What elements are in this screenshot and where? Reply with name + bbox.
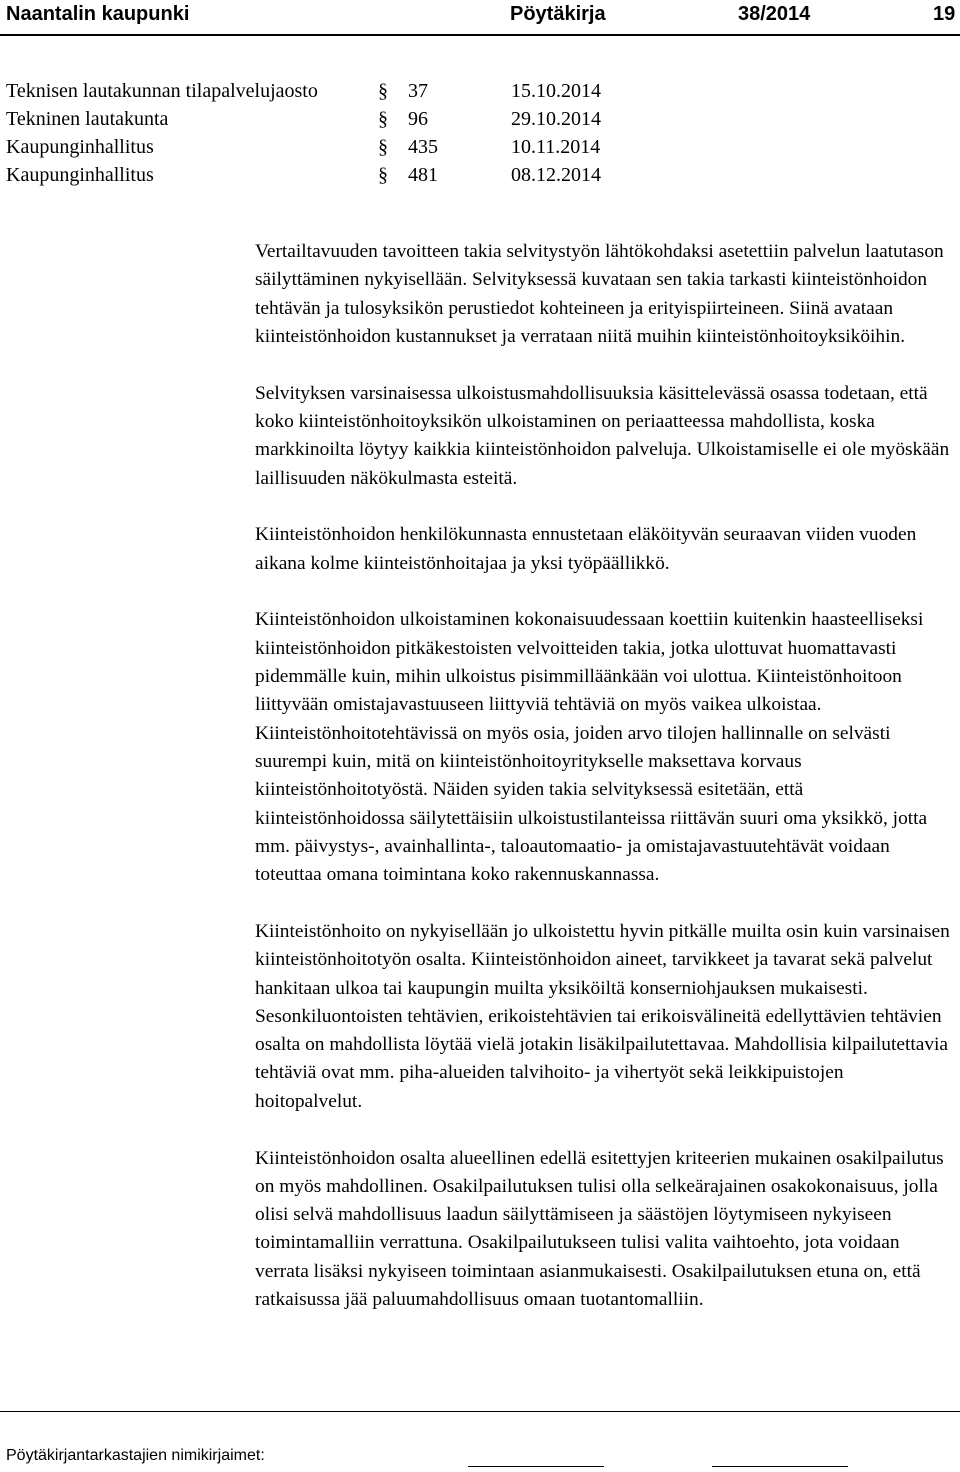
meeting-body: Kaupunginhallitus <box>6 164 154 186</box>
page-header <box>0 0 960 30</box>
meeting-references <box>6 80 646 192</box>
header-divider <box>0 34 960 36</box>
meeting-row <box>6 108 646 136</box>
meeting-body: Teknisen lautakunnan tilapalvelujaosto <box>6 80 318 102</box>
section-sign: § <box>378 108 388 130</box>
meeting-date: 08.12.2014 <box>511 164 601 186</box>
section-sign: § <box>378 80 388 102</box>
page-number: 19 <box>933 3 956 25</box>
paragraph: Kiinteistönhoidon henkilökunnasta ennustetaan eläköityvän seuraavan viiden vuoden aikana kolme kiinteistönhoitajaa ja yksi työpäällikkö. <box>255 524 917 574</box>
doc-number: 38/2014 <box>738 3 811 25</box>
doc-type: Pöytäkirja <box>510 3 606 25</box>
paragraph: Kiinteistönhoito on nykyisellään jo ulkoistettu hyvin pitkälle muilta osin kuin varsinaisen kiinteistönhoitotyön osalta. Kiinteistönhoidon aineet, tarvikkeet ja tavarat sekä palvelut hankitaan ulkoa tai kaupungin muilta yksiköiltä konserniohjauksen mukaisesti. Sesonkiluontoisten tehtävien, erikoistehtävien tai erikoisvälineitä edellyttävien tehtävien osalta on mahdollista löytää vielä jotakin lisäkilpailutettavaa. Mahdollisia kilpailutettavia tehtäviä ovat mm. piha-alueiden talvihoito- ja vihertyöt sekä leikkipuistojen hoitopalvelut. <box>255 920 950 1112</box>
meeting-row <box>6 136 646 164</box>
minutes-body <box>255 238 955 1343</box>
meeting-date: 10.11.2014 <box>511 136 601 158</box>
section-number: 435 <box>408 136 438 158</box>
paragraph: Vertailtavuuden tavoitteen takia selvitystyön lähtökohdaksi asetettiin palvelun laatutason säilyttäminen nykyisellään. Selvityksessä kuvataan sen takia tarkasti kiinteistönhoidon tehtävän ja tulosyksikön perustiedot kohteineen ja erityispiirteineen. Siinä avataan kiinteistönhoidon kustannukset ja verrataan niitä muihin kiinteistönhoitoyksiköihin. <box>255 241 944 347</box>
signature-line <box>712 1466 848 1467</box>
signature-line <box>468 1466 604 1467</box>
meeting-date: 15.10.2014 <box>511 80 601 102</box>
footer-divider <box>0 1411 960 1412</box>
meeting-row <box>6 164 646 192</box>
paragraph: Selvityksen varsinaisessa ulkoistusmahdollisuuksia käsittelevässä osassa todetaan, että koko kiinteistönhoitoyksikön ulkoistaminen on periaatteessa mahdollista, koska markkinoilta löytyy kaikkia kiinteistönhoidon palveluja. Ulkoistamiselle ei ole myöskään laillisuuden näkökulmasta esteitä. <box>255 382 950 489</box>
paragraph: Kiinteistönhoidon ulkoistaminen kokonaisuudessaan koettiin kuitenkin haasteelliseksi kiinteistönhoidon pitkäkestoisten velvoitteiden takia, jotka ulottuvat huomattavasti pidemmälle kuin, mihin ulkoistus pisimmilläänkään voi ulottua. Kiinteistönhoitoon liittyvään omistajavastuuseen liittyviä tehtäviä on myös vaikea ulkoistaa. Kiinteistönhoitotehtävissä on myös osia, joiden arvo tilojen hallinnalle on selvästi suurempi kuin, mitä on kiinteistönhoitoyritykselle maksettava korvaus kiinteistönhoitotyöstä. Näiden syiden takia selvityksessä esitetään, että kiinteistönhoidossa säilytettäisiin ulkoistustilanteissa riittävän suuri oma yksikkö, jotta mm. päivystys-, avainhallinta-, taloautomaatio- ja omistajavastuutehtävät voidaan toteuttaa omana toimintana koko rakennuskannassa. <box>255 609 928 886</box>
meeting-row <box>6 80 646 108</box>
section-sign: § <box>378 164 388 186</box>
initials-label: Pöytäkirjantarkastajien nimikirjaimet: <box>6 1447 265 1464</box>
meeting-body: Kaupunginhallitus <box>6 136 154 158</box>
section-number: 481 <box>408 164 438 186</box>
paragraph: Kiinteistönhoidon osalta alueellinen edellä esitettyjen kriteerien mukainen osakilpailutus on myös mahdollinen. Osakilpailutuksen tulisi olla selkeärajainen osakokonaisuus, jolla olisi selvä mahdollisuus laadun säilyttämiseen ja säästöjen löytymiseen nykyiseen toimintamalliin verrattuna. Osakilpailutukseen tulisi valita vaihtoehto, jota voidaan verrata lisäksi nykyiseen toimintaan asianmukaisesti. Osakilpailutuksen etuna on, että ratkaisussa jää paluumahdollisuus omaan tuotantomalliin. <box>255 1147 944 1310</box>
meeting-date: 29.10.2014 <box>511 108 601 130</box>
org-name: Naantalin kaupunki <box>6 3 190 25</box>
section-number: 37 <box>408 80 428 102</box>
section-sign: § <box>378 136 388 158</box>
section-number: 96 <box>408 108 428 130</box>
meeting-body: Tekninen lautakunta <box>6 108 169 130</box>
